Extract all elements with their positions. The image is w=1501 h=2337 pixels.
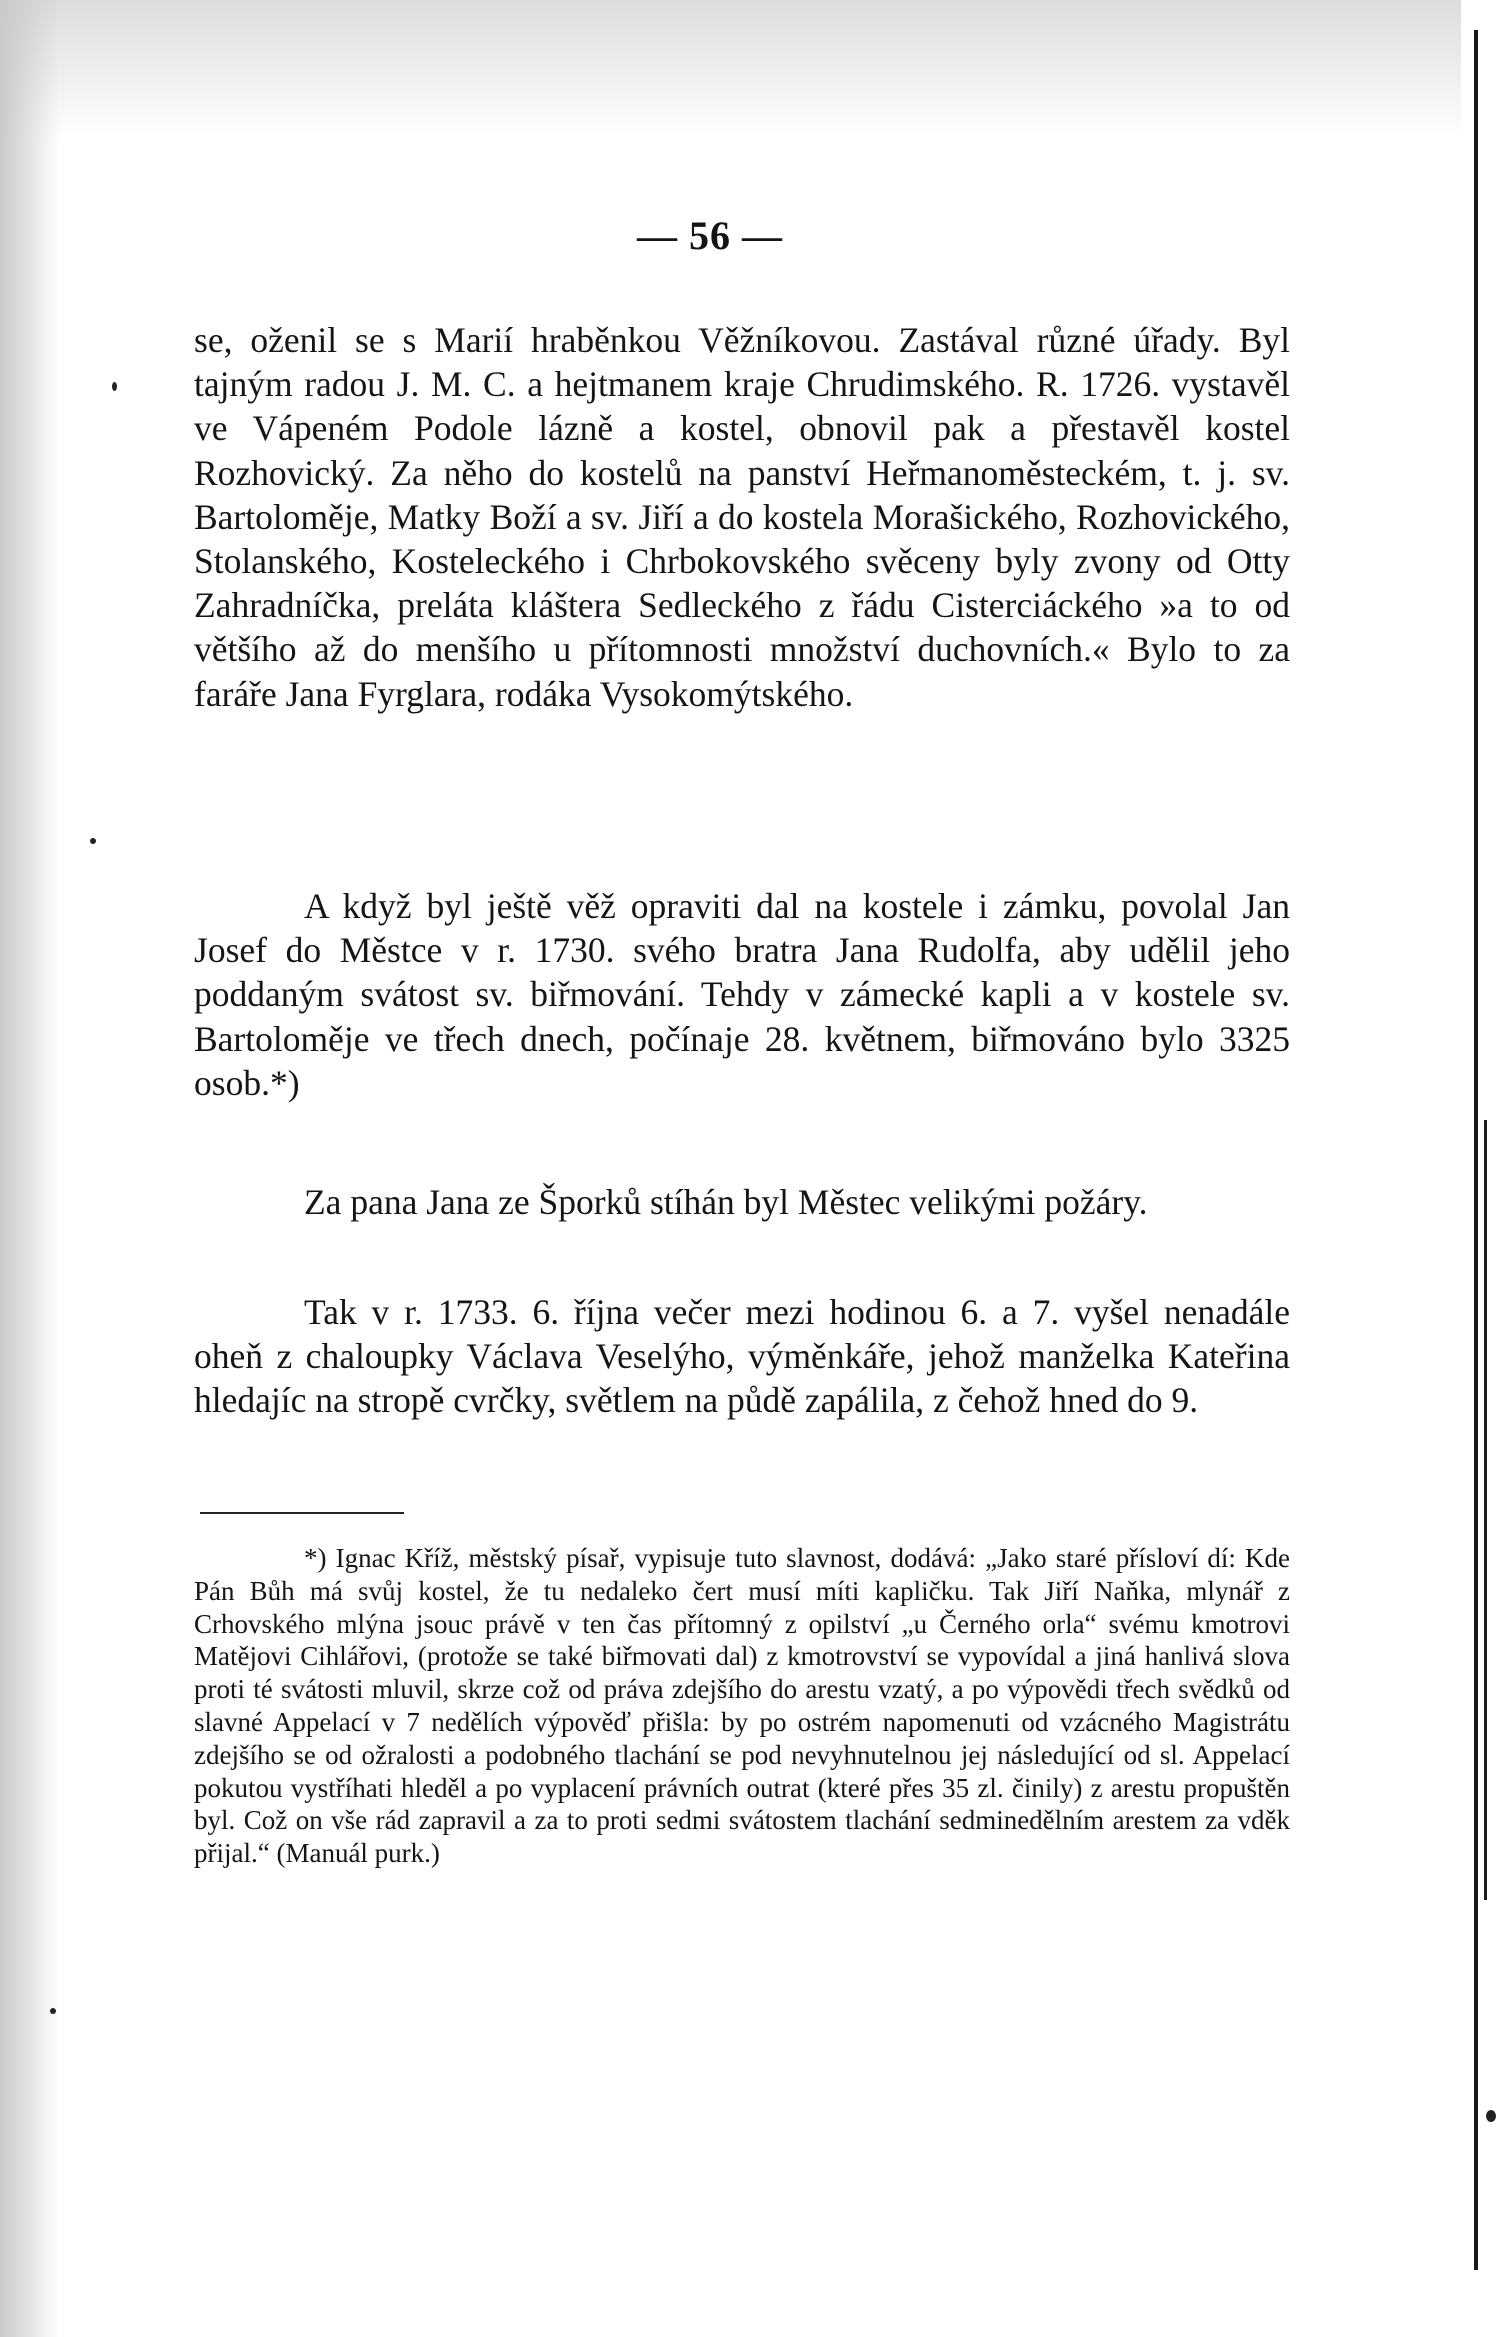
paragraph-text: Za pana Jana ze Šporků stíhán byl Městec velikými požáry.: [304, 1182, 1148, 1222]
paragraph-4: [194, 1290, 1290, 1423]
paragraph-text: A když byl ještě věž opraviti dal na kostele i zámku, povolal Jan Josef do Městce v r. 1730. svého bratra Jana Rudolfa, aby udělil jeho poddaným svátost sv. biřmování. Tehdy v zámecké kapli a v kostele sv. Bartoloměje ve třech dnech, počínaje 28. květnem, biřmováno bylo 3325 osob.*): [194, 886, 1290, 1103]
binding-edge-line-secondary: [1484, 1120, 1487, 1900]
scan-speck: [90, 838, 96, 844]
paragraph-text: se, oženil se s Marií hraběnkou Věžníkovou. Zastával různé úřady. Byl tajným radou J. M. C. a hejtmanem kraje Chrudimského. R. 1726. vystavěl ve Vápeném Podole lázně a kostel, obnovil pak a přestavěl kostel Rozhovický. Za něho do kostelů na panství Heřmanoměsteckém, t. j. sv. Bartoloměje, Matky Boží a sv. Jiří a do kostela Morašického, Rozhovického, Stolanského, Kosteleckého i Chrbokovského svěceny byly zvony od Otty Zahradníčka, preláta kláštera Sedleckého z řádu Cisterciáckého »a to od většího až do menšího u přítomnosti množství duchovních.« Bylo to za faráře Jana Fyrglara, rodáka Vysokomýtského.: [194, 320, 1290, 714]
paragraph-3: [194, 1180, 1290, 1224]
footnote-text: *) Ignac Kříž, městský písař, vypisuje tuto slavnost, dodává: „Jako staré přísloví dí: Kde Pán Bůh má svůj kostel, že tu nedaleko čert musí míti kapličku. Tak Jiří Naňka, mlynář z Crhovského mlýna jsouc právě v ten čas přítomný z opilství „u Černého orla“ svému kmotrovi Matějovi Cihlářovi, (protože se také biřmovati dal) z kmotrovství se vypovídal a jiná hanlivá slova proti té svátosti mluvil, skrze což od práva zdejšího do arestu vzatý, a po výpovědi třech svědků od slavné Appelací v 7 nedělích výpověď přišla: by po ostrém napomenuti od vzácného Magistrátu zdejšího se od ožralosti a podobného tlachání se pod nevyhnutelnou jej následující od sl. Appelací pokutou vystříhati hleděl a po vyplacení právních outrat (které přes 35 zl. činily) z arestu propuštěn byl. Což on vše rád zapravil a za to proti sedmi svátostem tlachání sedminedělním arestem za vděk přijal.“ (Manuál purk.): [194, 1543, 1290, 1869]
paragraph-1: [194, 318, 1290, 716]
scan-speck: [112, 382, 117, 391]
paragraph-text: Tak v r. 1733. 6. října večer mezi hodinou 6. a 7. vyšel nenadále oheň z chaloupky Václava Veselýho, výměnkáře, jehož manželka Kateřina hledajíc na stropě cvrčky, světlem na půdě zapálila, z čehož hned do 9.: [194, 1292, 1290, 1421]
paragraph-2: [194, 884, 1290, 1105]
binding-edge-line: [1474, 30, 1478, 2270]
scan-shadow-left: [0, 0, 60, 2337]
scan-shadow-top: [0, 0, 1501, 140]
scan-margin-right: [1461, 0, 1501, 2337]
footnote: [194, 1542, 1290, 1870]
footnote-separator: [200, 1512, 404, 1514]
page-number: — 56 —: [637, 213, 783, 258]
scan-speck: [50, 2008, 56, 2014]
scan-speck: [1486, 2110, 1496, 2122]
